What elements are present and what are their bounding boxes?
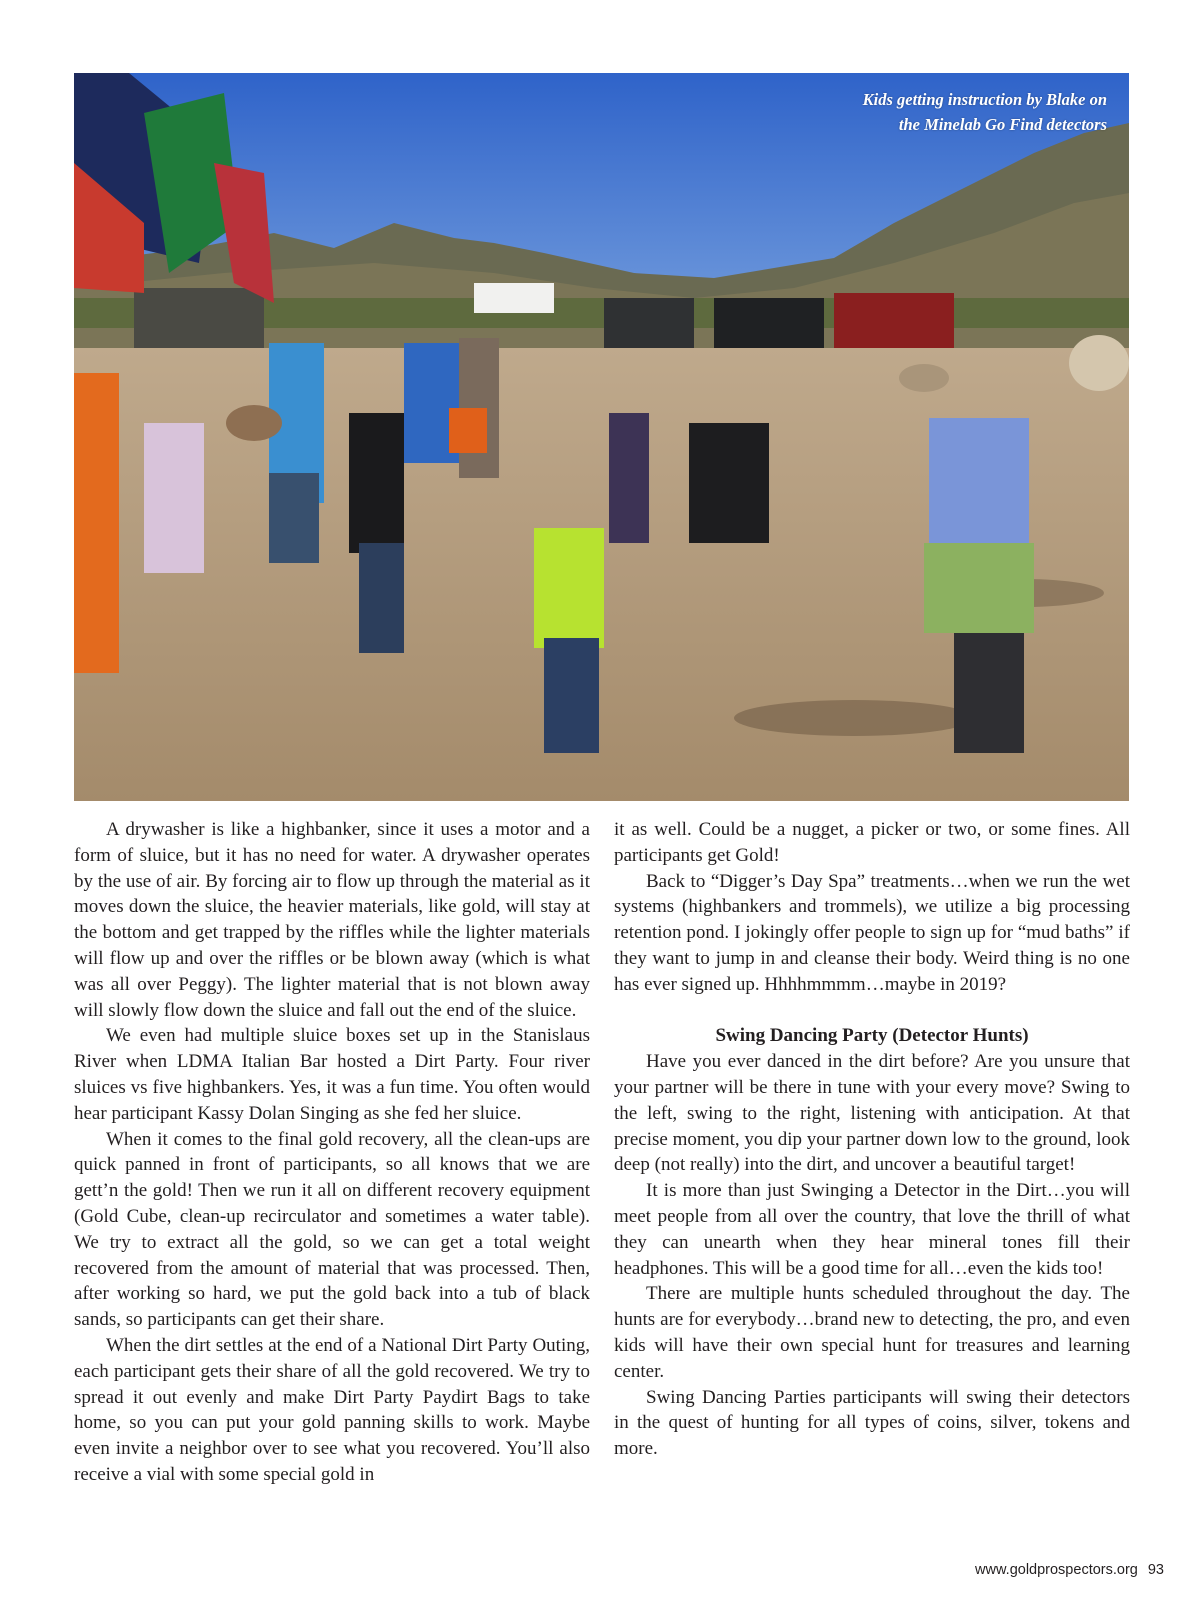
caption-line-2: the Minelab Go Find detectors xyxy=(898,115,1107,134)
right-column xyxy=(614,817,1130,1462)
paragraph-sluice-boxes: We even had multiple sluice boxes set up in the Stanislaus River when LDMA Italian Bar hosted a Dirt Party. Four river sluices vs five highbankers. Yes, it was a fun time. You often would hear participant Kassy Dolan Singing as she fed her sluice. xyxy=(74,1025,590,1124)
paragraph-dirt-settles: When the dirt settles at the end of a National Dirt Party Outing, each participant gets their share of all the gold recovered. We try to spread it out evenly and make Dirt Party Paydirt Bags to take home, so you can put your gold panning skills to work. Maybe even invite a neighbor over to see what you recovered. You’ll also receive a vial with some special gold in xyxy=(74,1334,590,1485)
section-heading: Swing Dancing Party (Detector Hunts) xyxy=(715,1025,1029,1047)
paragraph-drywasher: A drywasher is like a highbanker, since it uses a motor and a form of sluice, but it has no need for water. A drywasher operates by the use of air. By forcing air to flow up through the material as it moves down the sluice, the heavier materials, like gold, will stay at the bottom and get trapped by the riffles while the lighter materials will flow up and over the riffles or be blown away (which is what was all over Peggy). The lighter material that is not blown away will slowly flow down the sluice and fall out the end of the sluice. xyxy=(74,819,590,1021)
caption-line-1: Kids getting instruction by Blake on xyxy=(862,90,1107,109)
page-number: 93 xyxy=(1147,1562,1164,1578)
paragraph-danced-in-dirt: Have you ever danced in the dirt before? Are you unsure that your partner will be there in tune with your every move? Swing to the left, swing to the right, listening with anticipation. At that precise moment, you dip your partner down low to the ground, look deep (not really) into the dirt, and uncover a beautiful target! xyxy=(614,1051,1130,1176)
page-footer xyxy=(975,1562,1164,1578)
photo-caption xyxy=(787,87,1107,137)
footer-website: www.goldprospectors.org xyxy=(975,1562,1138,1578)
paragraph-continuation: it as well. Could be a nugget, a picker or two, or some fines. All participants get Gold! xyxy=(614,819,1130,866)
section-gap xyxy=(614,998,1130,1024)
paragraph-multiple-hunts: There are multiple hunts scheduled throughout the day. The hunts are for everybody…brand new to detecting, the pro, and even kids will have their own special hunt for treasures and learning center. xyxy=(614,1283,1130,1382)
paragraph-swing-parties: Swing Dancing Parties participants will swing their detectors in the quest of hunting for all types of coins, silver, tokens and more. xyxy=(614,1386,1130,1460)
paragraph-digger-spa: Back to “Digger’s Day Spa” treatments…when we run the wet systems (highbankers and trommels), we utilize a big processing retention pond. I jokingly offer people to sign up for “mud baths” if they want to jump in and cleanse their body. Weird thing is no one has ever signed up. Hhhhmmmm…maybe in 2019? xyxy=(614,870,1130,995)
event-photo xyxy=(74,73,1129,801)
paragraph-more-than-swinging: It is more than just Swinging a Detector in the Dirt…you will meet people from all over the country, that love the thrill of what they can unearth when they hear mineral tones fill their headphones. This will be a good time for all…even the kids too! xyxy=(614,1180,1130,1279)
left-column xyxy=(74,817,590,1488)
paragraph-gold-recovery: When it comes to the final gold recovery, all the clean-ups are quick panned in front of participants, so all knows that we are gett’n the gold! Then we run it all on different recovery equipment (Gold Cube, clean-up recirculator and sometimes a water table). We try to extract all the gold, so we can get a total weight recovered from the amount of material that was processed. Then, after working so hard, we put the gold back into a tub of black sands, so participants can get their share. xyxy=(74,1128,590,1331)
